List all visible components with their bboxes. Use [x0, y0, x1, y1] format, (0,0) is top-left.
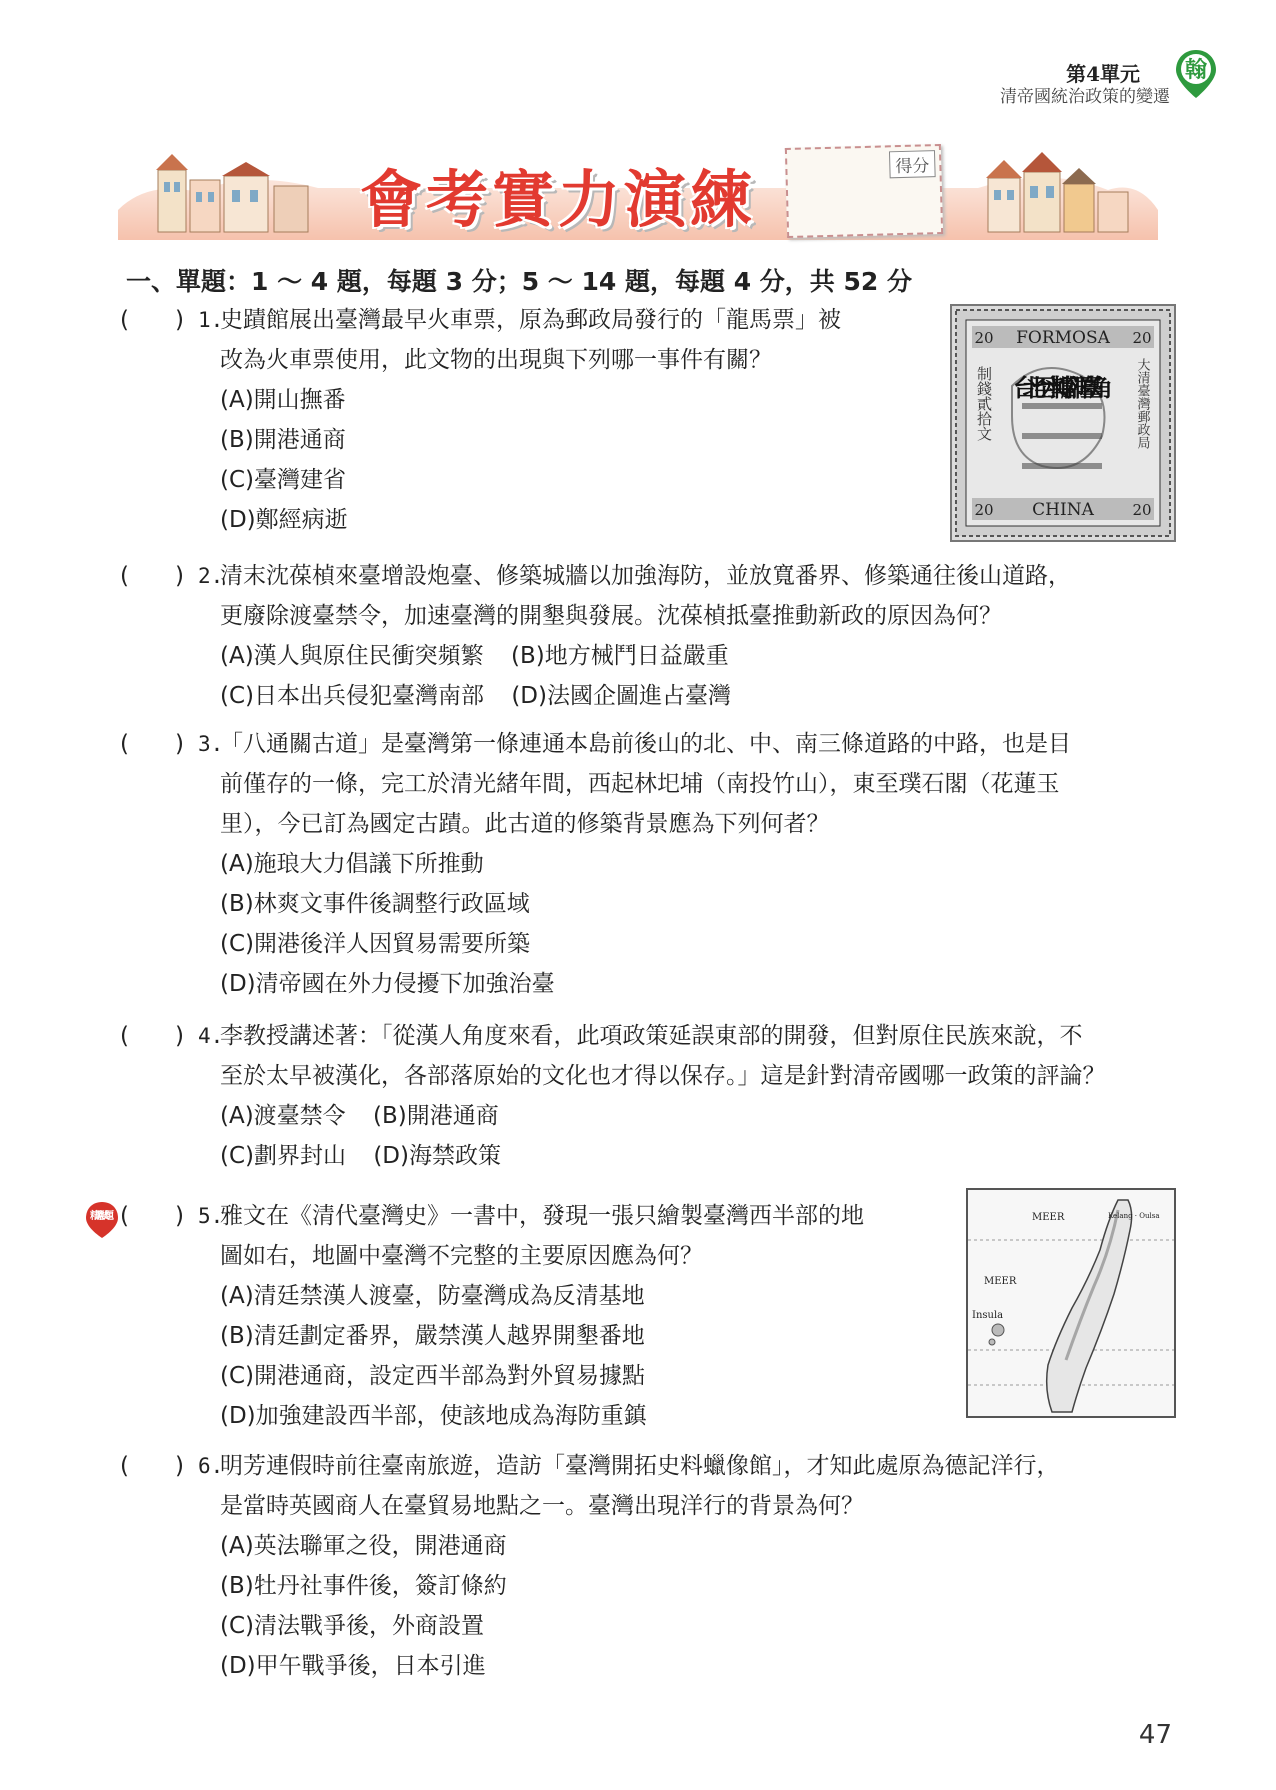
option-b[interactable]: (B)清廷劃定番界，嚴禁漢人越界開墾番地 — [220, 1323, 645, 1349]
svg-text:Kelang · Oulsa: Kelang · Oulsa — [1108, 1212, 1160, 1220]
option-b[interactable]: (B)開港通商 — [373, 1103, 499, 1129]
option-b[interactable]: (B)林爽文事件後調整行政區域 — [220, 891, 530, 917]
answer-blank[interactable]: ( ) — [120, 1023, 184, 1049]
svg-text:MEER: MEER — [984, 1276, 1017, 1287]
option-b[interactable]: (B)開港通商 — [220, 427, 346, 453]
section-heading: 一、單題：1 ～ 4 題，每題 3 分；5 ～ 14 題，每題 4 分，共 52 分 — [126, 267, 913, 296]
question-text: 是當時英國商人在臺貿易地點之一。臺灣出現洋行的背景為何？ — [220, 1493, 864, 1519]
option-a[interactable]: (A)渡臺禁令 — [220, 1103, 346, 1129]
option-b[interactable]: (B)牡丹社事件後，簽訂條約 — [220, 1573, 507, 1599]
option-a[interactable]: (A)施琅大力倡議下所推動 — [220, 851, 484, 877]
question-2 — [120, 556, 1180, 716]
svg-text:翰: 翰 — [1184, 58, 1208, 83]
featured-question-badge-icon — [84, 1200, 120, 1240]
svg-text:20: 20 — [1132, 501, 1152, 519]
question-text: 史蹟館展出臺灣最早火車票，原為郵政局發行的「龍馬票」被 — [220, 307, 841, 333]
question-number: 6. — [198, 1454, 224, 1478]
svg-text:CHINA: CHINA — [1032, 500, 1094, 520]
score-label: 得分 — [889, 150, 936, 178]
question-text: 里），今已訂為國定古蹟。此古道的修築背景應為下列何者？ — [220, 811, 830, 837]
option-d[interactable]: (D)海禁政策 — [373, 1143, 501, 1169]
taiwan-west-half-map-image — [966, 1188, 1176, 1418]
dragon-horse-stamp-image — [950, 304, 1176, 542]
answer-blank[interactable]: ( ) — [120, 307, 184, 333]
question-number: 5. — [198, 1204, 224, 1228]
question-text: 明芳連假時前往臺南旅遊，造訪「臺灣開拓史料蠟像館」，才知此處原為德記洋行， — [220, 1453, 1060, 1479]
question-text: 前僅存的一條，完工於清光緒年間，西起林圯埔（南投竹山），東至璞石閣（花蓮玉 — [220, 771, 1060, 797]
section-banner-title: 會考實力演練 — [360, 163, 757, 236]
option-a[interactable]: (A)清廷禁漢人渡臺，防臺灣成為反清基地 — [220, 1283, 645, 1309]
question-text: 更廢除渡臺禁令，加速臺灣的開墾與發展。沈葆楨抵臺推動新政的原因為何？ — [220, 603, 1002, 629]
svg-text:20: 20 — [974, 501, 994, 519]
question-3 — [120, 724, 1180, 1004]
publisher-logo-icon — [1174, 48, 1218, 100]
score-card — [785, 144, 943, 238]
option-c[interactable]: (C)清法戰爭後，外商設置 — [220, 1613, 485, 1639]
option-d[interactable]: (D)法國企圖進占臺灣 — [511, 683, 731, 709]
option-d[interactable]: (D)甲午戰爭後，日本引進 — [220, 1653, 486, 1679]
option-c[interactable]: (C)開港後洋人因貿易需要所築 — [220, 931, 531, 957]
svg-text:FORMOSA: FORMOSA — [1016, 328, 1110, 348]
question-number: 1. — [198, 308, 224, 332]
option-d[interactable]: (D)加強建設西半部，使該地成為海防重鎮 — [220, 1403, 647, 1429]
svg-text:20: 20 — [974, 329, 994, 347]
question-text: 清末沈葆楨來臺增設炮臺、修築城牆以加強海防，並放寬番界、修築通往後山道路， — [220, 563, 1071, 589]
question-number: 2. — [198, 564, 224, 588]
option-a[interactable]: (A)漢人與原住民衝突頻繁 — [220, 643, 484, 669]
answer-blank[interactable]: ( ) — [120, 563, 184, 589]
svg-text:Insula: Insula — [972, 1310, 1004, 1321]
option-a[interactable]: (A)英法聯軍之役，開港通商 — [220, 1533, 507, 1559]
option-c[interactable]: (C)劃界封山 — [220, 1143, 347, 1169]
option-c[interactable]: (C)臺灣建省 — [220, 467, 347, 493]
svg-text:台北至水轉腳洋臺角: 台北至水轉腳洋臺角 — [1013, 373, 1113, 402]
option-b[interactable]: (B)地方械鬥日益嚴重 — [511, 643, 729, 669]
question-number: 4. — [198, 1024, 224, 1048]
question-text: 「八通關古道」是臺灣第一條連通本島前後山的北、中、南三條道路的中路，也是目 — [220, 731, 1071, 757]
option-d[interactable]: (D)鄭經病逝 — [220, 507, 348, 533]
svg-text:20: 20 — [1132, 329, 1152, 347]
question-text: 李教授講述著：「從漢人角度來看，此項政策延誤東部的開發，但對原住民族來說，不 — [220, 1023, 1083, 1049]
question-text: 至於太早被漢化，各部落原始的文化也才得以保存。」這是針對清帝國哪一政策的評論？ — [220, 1063, 1106, 1089]
svg-text:制錢貳拾文: 制錢貳拾文 — [975, 366, 993, 441]
question-number: 3. — [198, 732, 224, 756]
page-number: 47 — [1138, 1720, 1172, 1750]
svg-text:MEER: MEER — [1032, 1212, 1065, 1223]
option-c[interactable]: (C)開港通商，設定西半部為對外貿易據點 — [220, 1363, 646, 1389]
question-4 — [120, 1016, 1180, 1176]
svg-text:精選試題: 精選試題 — [90, 1211, 114, 1222]
answer-blank[interactable]: ( ) — [120, 1203, 184, 1229]
option-a[interactable]: (A)開山撫番 — [220, 387, 346, 413]
option-d[interactable]: (D)清帝國在外力侵擾下加強治臺 — [220, 971, 555, 997]
answer-blank[interactable]: ( ) — [120, 731, 184, 757]
answer-blank[interactable]: ( ) — [120, 1453, 184, 1479]
question-text: 改為火車票使用，此文物的出現與下列哪一事件有關？ — [220, 347, 772, 373]
unit-label: 第4單元 — [1066, 62, 1140, 86]
svg-text:大清臺灣郵政局: 大清臺灣郵政局 — [1134, 358, 1150, 449]
question-text: 雅文在《清代臺灣史》一書中，發現一張只繪製臺灣西半部的地 — [220, 1203, 864, 1229]
option-c[interactable]: (C)日本出兵侵犯臺灣南部 — [220, 683, 485, 709]
unit-subtitle: 清帝國統治政策的變遷 — [1000, 87, 1170, 107]
question-text: 圖如右，地圖中臺灣不完整的主要原因應為何？ — [220, 1243, 703, 1269]
question-6 — [120, 1446, 1180, 1686]
